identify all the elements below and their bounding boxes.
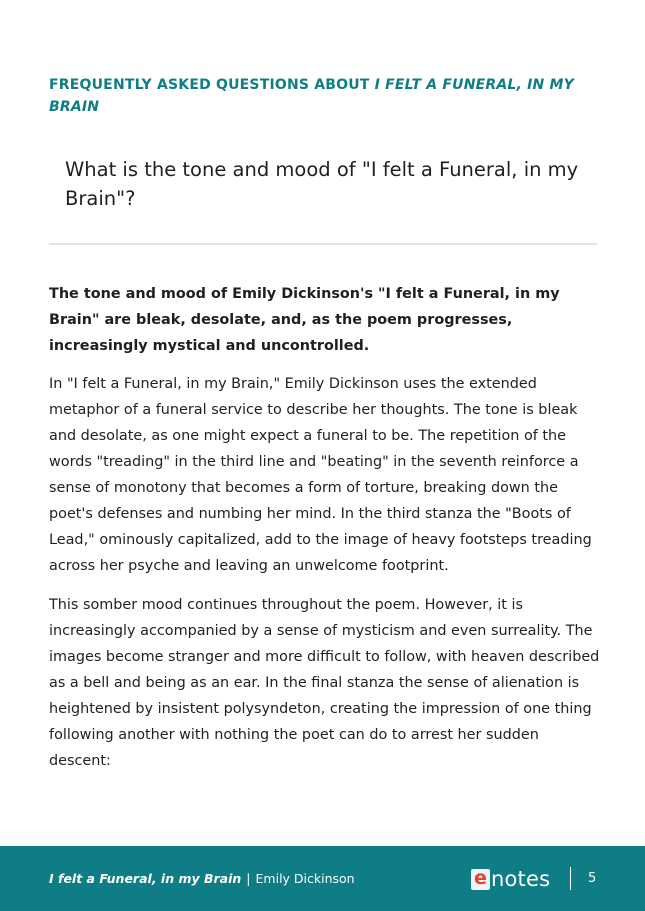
faq-section-header (49, 74, 609, 118)
faq-header-prefix: FREQUENTLY ASKED QUESTIONS ABOUT (49, 77, 375, 93)
footer-citation (49, 871, 355, 887)
footer-author: Emily Dickinson (255, 871, 355, 886)
enotes-logo (471, 867, 550, 891)
page-number: 5 (588, 871, 597, 886)
footer-work-title: I felt a Funeral, in my Brain (49, 871, 242, 886)
answer-lead-summary: The tone and mood of Emily Dickinson's "I felt a Funeral, in my Brain" are bleak, desolate, and, as the poem progresses, increasingly mystical and uncontrolled. (49, 286, 560, 354)
footer-divider (570, 867, 571, 890)
enotes-logo-wordmark: notes (491, 867, 551, 891)
question-heading: What is the tone and mood of "I felt a Funeral, in my Brain"? (65, 158, 579, 210)
footer-separator: | (246, 871, 251, 886)
enotes-logo-e-icon: e (471, 869, 490, 890)
body-paragraph: This somber mood continues throughout the poem. However, it is increasingly accompanied by a sense of mysticism and even surreality. The images become stranger and more difficult to follow, with heaven described as a bell and being as an ear. In the final stanza the sense of alienation is heightened by insistent polysyndeton, creating the impression of one thing following another with nothing the poet can do to arrest her sudden descent: (49, 597, 600, 769)
body-paragraph: In "I felt a Funeral, in my Brain," Emily Dickinson uses the extended metaphor of a funeral service to describe her thoughts. The tone is bleak and desolate, as one might expect a funeral to be. The repetition of the words "treading" in the third line and "beating" in the seventh reinforce a sense of monotony that becomes a form of torture, breaking down the poet's defenses and numbing her mind. In the third stanza the "Boots of Lead," ominously capitalized, add to the image of heavy footsteps treading across her psyche and leaving an unwelcome footprint. (49, 376, 592, 574)
faq-header-work-title: I FELT A FUNERAL, IN MY BRAIN (49, 77, 574, 115)
section-divider (49, 243, 597, 245)
page-footer (0, 846, 645, 911)
